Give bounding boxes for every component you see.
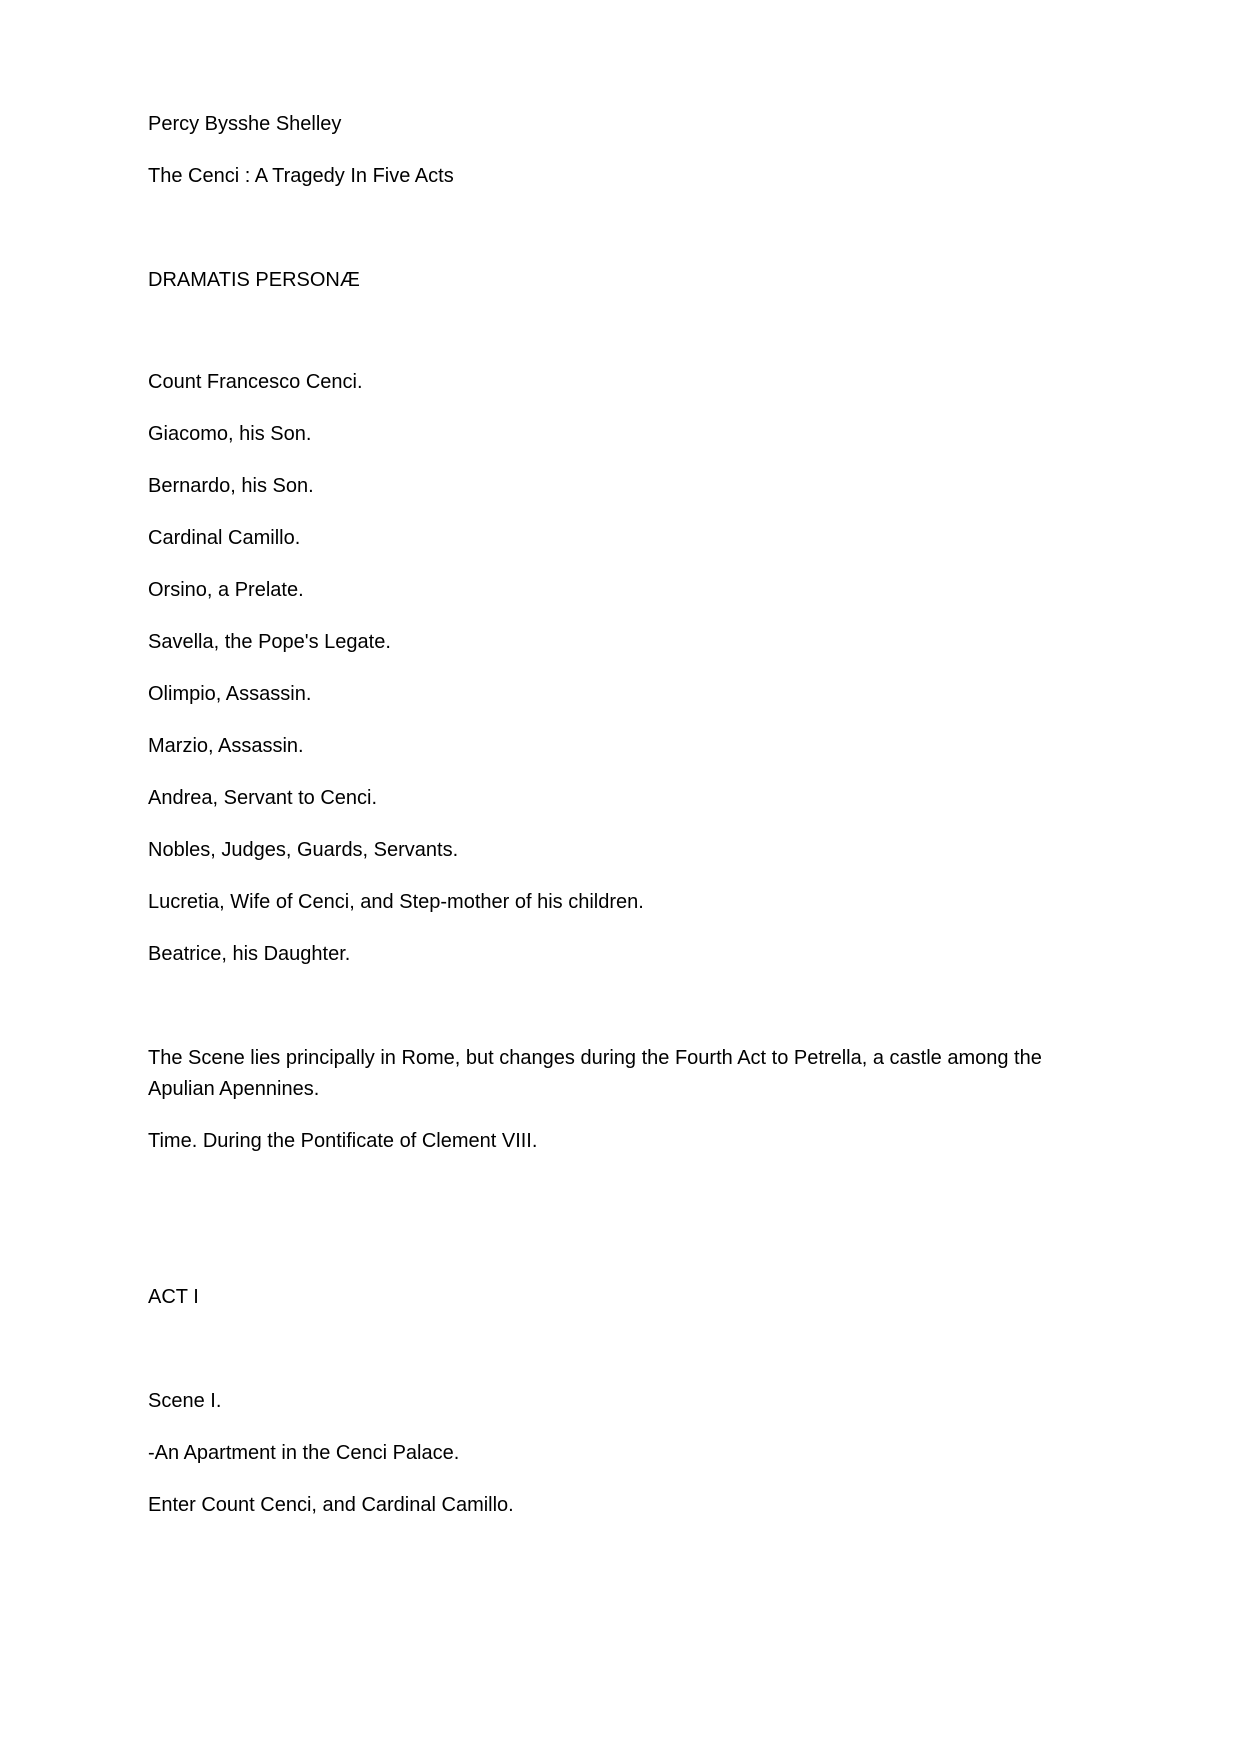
act-heading: ACT I [148, 1286, 199, 1308]
person-entry: Lucretia, Wife of Cenci, and Step-mother of his children. [148, 891, 644, 913]
stage-direction: Enter Count Cenci, and Cardinal Camillo. [148, 1494, 514, 1516]
play-title: The Cenci : A Tragedy In Five Acts [148, 165, 454, 187]
person-entry: Olimpio, Assassin. [148, 683, 312, 705]
person-entry: Andrea, Servant to Cenci. [148, 787, 378, 809]
person-entry: Bernardo, his Son. [148, 475, 314, 497]
author-name: Percy Bysshe Shelley [148, 113, 342, 135]
person-entry: Nobles, Judges, Guards, Servants. [148, 839, 459, 861]
person-entry: Count Francesco Cenci. [148, 371, 363, 393]
person-entry: Beatrice, his Daughter. [148, 943, 351, 965]
scene-note: The Scene lies principally in Rome, but changes during the Fourth Act to Petrella, a castle among the Apulian Apennines. [148, 1047, 1042, 1100]
dramatis-personae-heading: DRAMATIS PERSONÆ [148, 269, 360, 291]
person-entry: Cardinal Camillo. [148, 527, 301, 549]
scene-heading: Scene I. [148, 1390, 222, 1412]
scene-location: -An Apartment in the Cenci Palace. [148, 1442, 460, 1464]
person-entry: Giacomo, his Son. [148, 423, 312, 445]
time-note: Time. During the Pontificate of Clement VIII. [148, 1130, 538, 1152]
person-entry: Marzio, Assassin. [148, 735, 304, 757]
person-entry: Orsino, a Prelate. [148, 579, 304, 601]
person-entry: Savella, the Pope's Legate. [148, 631, 391, 653]
